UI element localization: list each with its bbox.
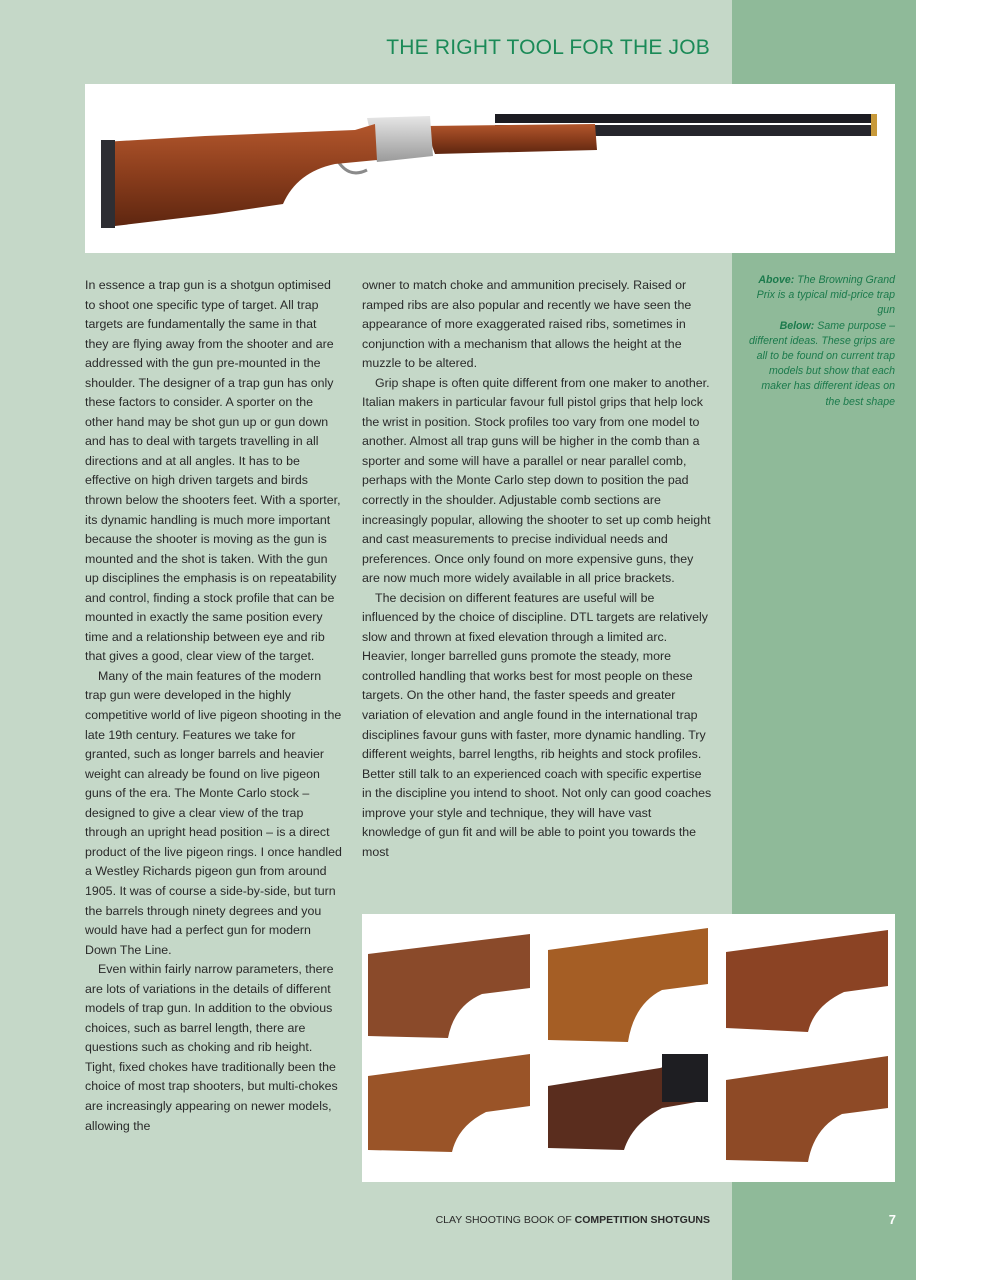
grip-5-receiver — [662, 1054, 708, 1102]
caption-below-text: Same purpose – different ideas. These grips are all to be found on current trap models but show that each maker has different ideas on the best shape — [748, 319, 895, 408]
shotgun-illustration — [85, 84, 895, 253]
paragraph: Grip shape is often quite different from one maker to another. Italian makers in particular favour full pistol grips that help lock the wrist in position. Stock profiles too vary from one model to another. Almost all trap guns will be higher in the comb than a sporter and some will have a parallel or near parallel comb, perhaps with the Monte Carlo step down to position the pad correctly in the shoulder. Adjustable comb sections are increasingly popular, allowing the shooter to set up comb height and cast measurements to precise individual needs and preferences. Once only found on more expensive guns, they are now much more widely available in all price brackets. — [362, 375, 711, 586]
page-title: THE RIGHT TOOL FOR THE JOB — [386, 36, 710, 59]
grip-6 — [726, 1056, 888, 1162]
caption-below-label: Below: — [779, 319, 815, 332]
muzzle — [871, 114, 877, 136]
grip-3 — [726, 930, 888, 1032]
receiver — [367, 116, 433, 162]
forend — [425, 124, 597, 154]
page-number: 7 — [888, 1212, 896, 1227]
grip-1 — [368, 934, 530, 1038]
paragraph: The decision on different features are useful will be influenced by the choice of discipline. DTL targets are relatively slow and thrown at fixed elevation through a limited arc. Heavier, longer barrelled guns promote the steady, more controlled handling that works best for most people on these targets. On the other hand, the faster speeds and greater variation of elevation and angle found in the international trap disciplines favour guns with faster, more dynamic handling. Try different weights, barrel lengths, rib heights and stock profiles. Better still talk to an experienced coach with specific expertise in the discipline you intend to shoot. Not only can good coaches improve your style and technique, they will have vast knowledge of gun fit and will be able to point you towards the most — [362, 590, 712, 859]
shotgun-photo — [85, 84, 895, 253]
text-column-1 — [85, 276, 343, 1136]
caption-above-label: Above: — [758, 274, 795, 286]
paragraph: Many of the main features of the modern trap gun were developed in the highly competitive world of live pigeon shooting in the late 19th century. Features we take for granted, such as longer barrels and heavier weight can already be found on live pigeon guns of the era. The Monte Carlo stock – designed to give a clear view of the trap through an upright head position – is a direct product of the live pigeon rings. I once handled a Westley Richards pigeon gun from around 1905. It was of course a side-by-side, but turn the barrels through ninety degrees and you would have had a perfect gun for modern Down The Line. — [85, 668, 342, 957]
stock-grips-illustration — [362, 914, 895, 1182]
paragraph: In essence a trap gun is a shotgun optimised to shoot one specific type of target. All trap targets are fundamentally the same in that they are flying away from the shooter and are addressed with the gun pre-mounted in the shoulder. The designer of a trap gun has only these factors to consider. A sporter on the other hand may be shot gun up or gun down and has to deal with targets travelling in all directions and at all angles. It has to be effective on high driven targets and birds thrown below the shooters feet. With a sporter, its dynamic handling is much more important because the shooter is moving as the gun is mounted and the shot is taken. With the gun up disciplines the emphasis is on repeatability and control, finding a stock profile that can be mounted in exactly the same position every time and a relationship between eye and rib that gives a good, clear view of the target. — [85, 278, 341, 664]
grip-2 — [548, 928, 708, 1042]
footer-prefix: CLAY SHOOTING BOOK OF — [435, 1214, 572, 1226]
grip-4 — [368, 1054, 530, 1152]
recoil-pad — [101, 140, 115, 228]
text-column-2 — [362, 276, 712, 862]
paragraph: owner to match choke and ammunition precisely. Raised or ramped ribs are also popular and recently we have seen the appearance of more exaggerated raised ribs, sometimes in conjunction with a mechanism that allows the height at the muzzle to be altered. — [362, 278, 692, 371]
stock-grips-photo — [362, 914, 895, 1182]
running-footer — [400, 1214, 710, 1226]
footer-book-title: COMPETITION SHOTGUNS — [574, 1214, 710, 1226]
caption-above-text: The Browning Grand Prix is a typical mid-price trap gun — [756, 274, 895, 317]
upper-barrel — [495, 114, 875, 123]
stock — [103, 124, 377, 226]
photo-caption — [748, 273, 895, 410]
paragraph: Even within fairly narrow parameters, there are lots of variations in the details of different models of trap gun. In addition to the obvious choices, such as barrel length, there are questions such as choking and rib height. Tight, fixed chokes have traditionally been the choice of most trap shooters, but multi-chokes are increasingly appearing on newer models, allowing the — [85, 962, 338, 1133]
